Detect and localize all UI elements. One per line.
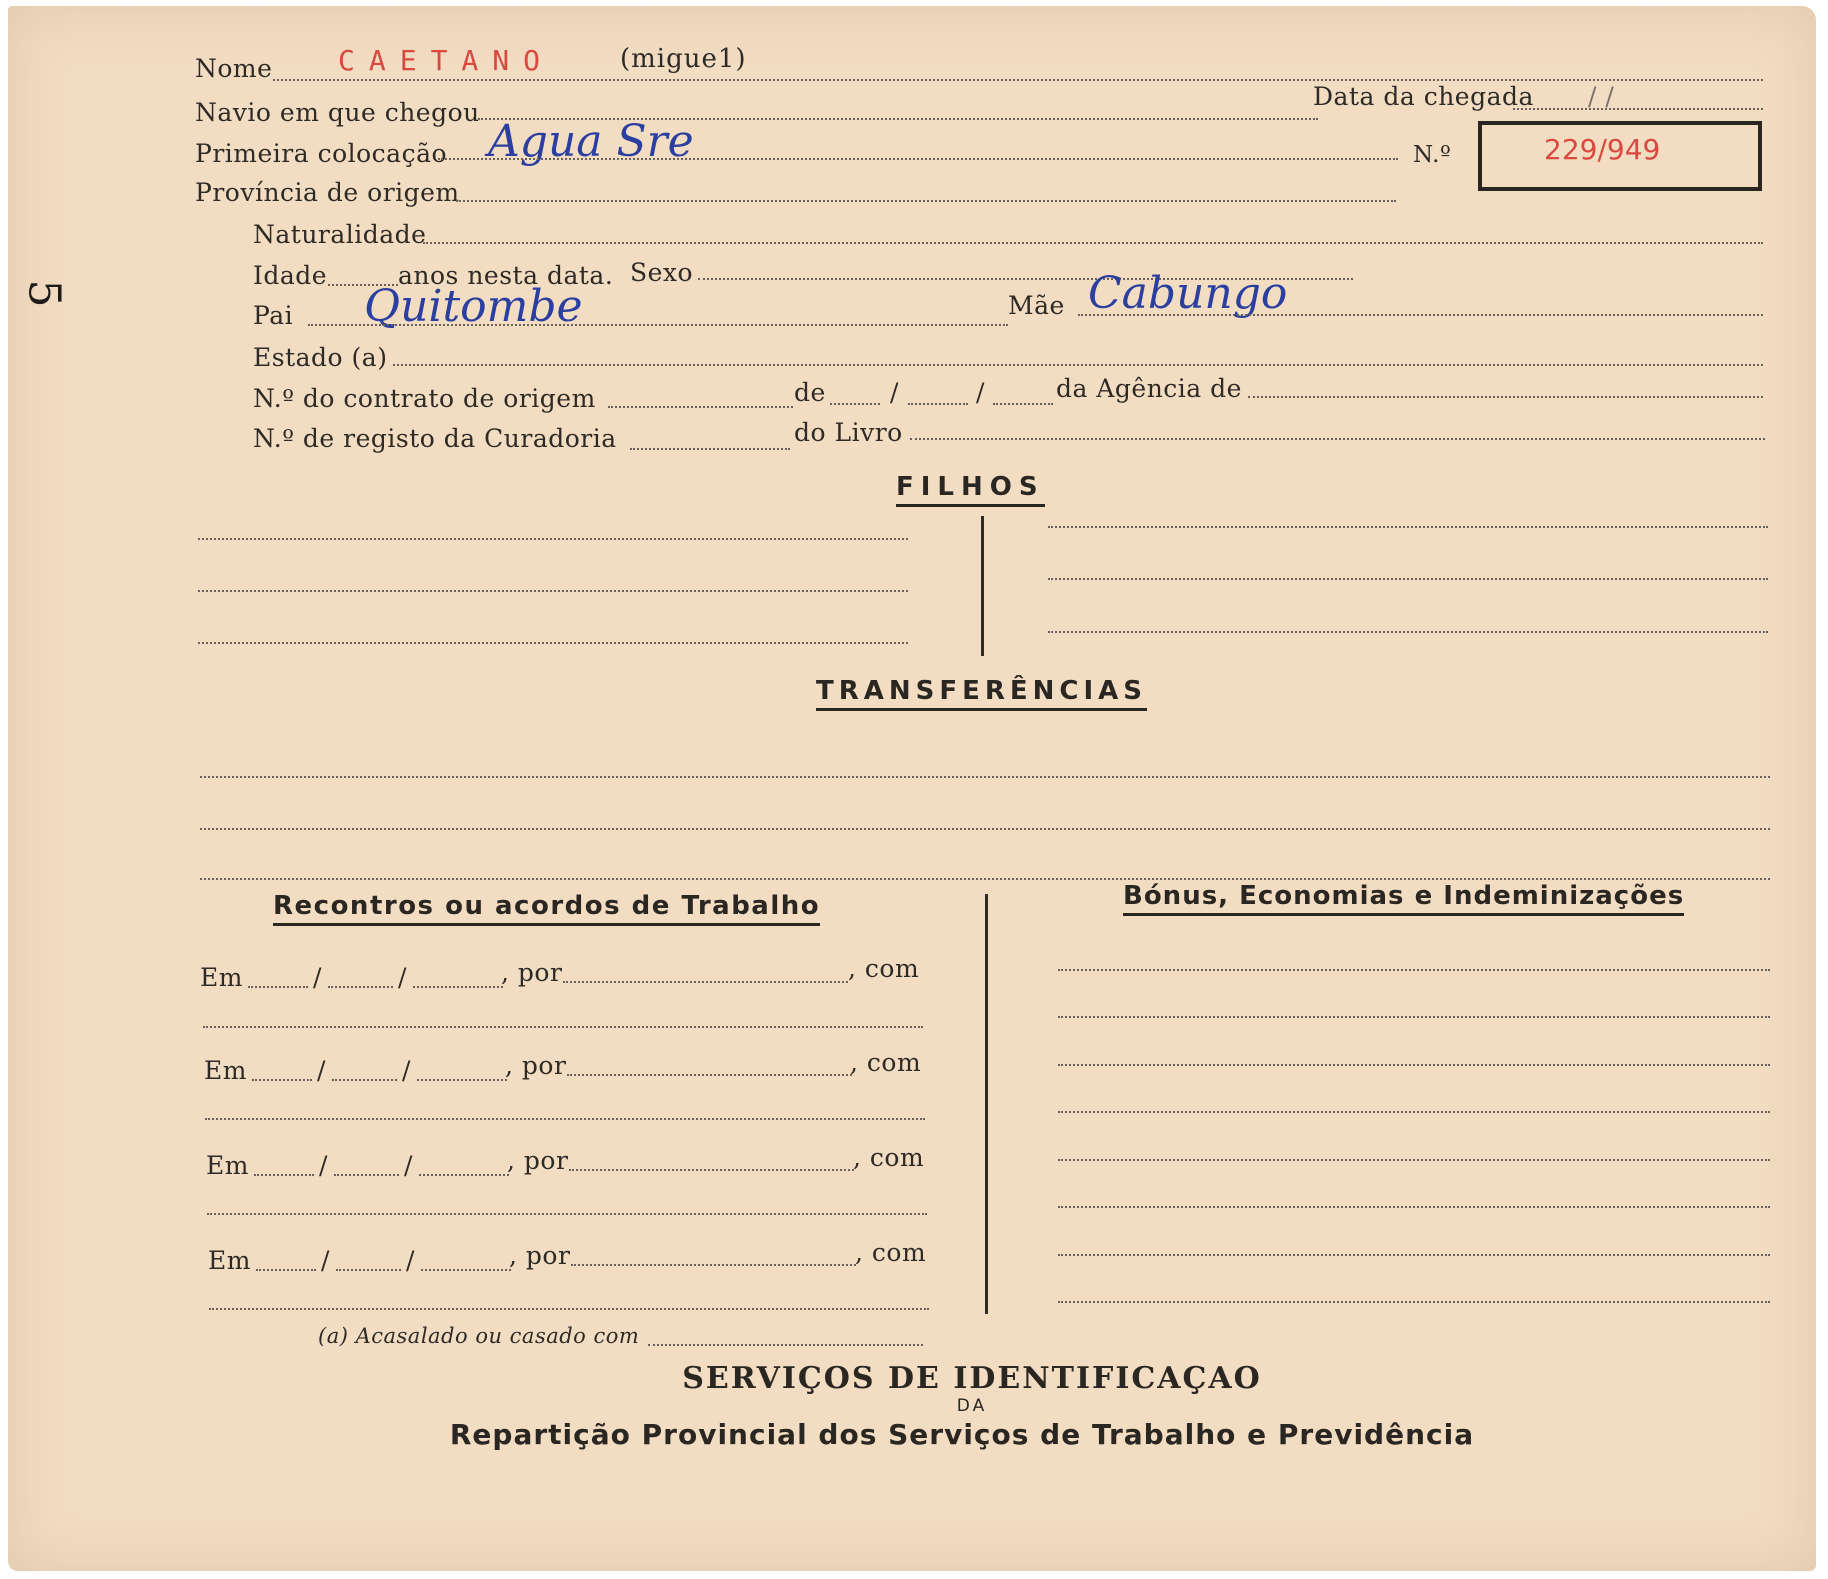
por-line <box>567 1074 852 1076</box>
em-slash-1: / <box>317 1056 326 1085</box>
com-line <box>209 1308 929 1310</box>
por-line <box>563 981 848 983</box>
contrato-label: N.º do contrato de origem <box>253 384 596 413</box>
em-month-line <box>332 1079 397 1081</box>
bonus-line-3 <box>1058 1064 1770 1066</box>
por-label: , por <box>507 1146 569 1175</box>
de-label: de <box>794 378 826 407</box>
em-year-line <box>421 1269 511 1271</box>
em-day-line <box>256 1269 316 1271</box>
em-month-line <box>336 1269 401 1271</box>
em-day-line <box>252 1079 312 1081</box>
pai-value: Quitombe <box>364 281 583 332</box>
naturalidade-label: Naturalidade <box>253 220 427 249</box>
em-label: Em <box>206 1151 249 1180</box>
registo-label: N.º de registo da Curadoria <box>253 424 617 453</box>
em-label: Em <box>208 1246 251 1275</box>
agencia-label: da Agência de <box>1056 374 1242 403</box>
pai-line <box>308 324 1008 326</box>
nome-value: CAETANO <box>338 44 555 77</box>
bonus-line-2 <box>1058 1016 1770 1018</box>
em-slash-2: / <box>406 1246 415 1275</box>
identification-card <box>8 6 1816 1571</box>
por-label: , por <box>505 1051 567 1080</box>
provincia-label: Província de origem <box>195 178 460 207</box>
estado-label: Estado (a) <box>253 343 388 372</box>
numero-box <box>1478 121 1762 191</box>
bonus-line-7 <box>1058 1254 1770 1256</box>
footer-da: DA <box>956 1396 988 1416</box>
transferencias-heading: TRANSFERÊNCIAS <box>816 676 1147 711</box>
em-year-line <box>419 1174 509 1176</box>
bonus-line-5 <box>1058 1159 1770 1161</box>
filhos-left-line-2 <box>198 590 908 592</box>
com-label: , com <box>848 954 920 983</box>
data-chegada-label: Data da chegada <box>1313 82 1534 111</box>
contrato-line <box>608 406 793 408</box>
em-label: Em <box>204 1056 247 1085</box>
filhos-left-line-1 <box>198 538 908 540</box>
por-line <box>569 1169 854 1171</box>
com-line <box>207 1213 927 1215</box>
navio-label: Navio em que chegou <box>195 98 480 127</box>
bonus-line-6 <box>1058 1206 1770 1208</box>
filhos-right-line-3 <box>1048 631 1768 633</box>
em-slash-2: / <box>404 1151 413 1180</box>
filhos-right-line-2 <box>1048 578 1768 580</box>
mae-line <box>1078 314 1763 316</box>
estado-line <box>393 364 1763 366</box>
naturalidade-line <box>423 242 1763 244</box>
anos-label: anos nesta data. <box>398 261 614 290</box>
em-year-line <box>417 1079 507 1081</box>
por-label: , por <box>509 1241 571 1270</box>
filhos-right-line-1 <box>1048 526 1768 528</box>
pai-label: Pai <box>253 301 294 330</box>
em-label: Em <box>200 963 243 992</box>
data-chegada-value: / / <box>1588 82 1615 111</box>
filhos-left-line-3 <box>198 642 908 644</box>
bonus-line-1 <box>1058 969 1770 971</box>
footnote: (a) Acasalado ou casado com <box>318 1324 640 1348</box>
recontros-heading: Recontros ou acordos de Trabalho <box>273 891 820 926</box>
filhos-divider <box>981 516 984 656</box>
transfer-line-1 <box>200 776 1770 778</box>
livro-line <box>910 438 1765 440</box>
contrato-slash-2: / <box>976 378 985 407</box>
com-label: , com <box>850 1048 922 1077</box>
recontros-divider <box>985 894 988 1314</box>
nome-line <box>273 79 1763 81</box>
em-slash-2: / <box>402 1056 411 1085</box>
footnote-line <box>648 1344 923 1346</box>
primeira-value: Agua Sre <box>488 116 694 167</box>
em-month-line <box>328 986 393 988</box>
nome-label: Nome <box>195 54 273 83</box>
em-slash-1: / <box>319 1151 328 1180</box>
primeira-line <box>438 158 1398 160</box>
primeira-label: Primeira colocação <box>195 139 448 168</box>
mae-value: Cabungo <box>1088 268 1288 319</box>
footer <box>8 1361 1816 1451</box>
em-day-line <box>248 986 308 988</box>
bonus-heading: Bónus, Economias e Indeminizações <box>1123 881 1684 916</box>
por-label: , por <box>501 958 563 987</box>
bonus-line-4 <box>1058 1111 1770 1113</box>
provincia-line <box>456 200 1396 202</box>
numero-label: N.º <box>1413 142 1452 168</box>
contrato-year-line <box>993 403 1053 405</box>
livro-label: do Livro <box>794 418 903 447</box>
registo-line <box>630 448 790 450</box>
em-slash-2: / <box>398 963 407 992</box>
com-line <box>203 1026 923 1028</box>
footer-subtitle: Repartição Provincial dos Serviços de Trabalho e Previdência <box>449 1418 1475 1451</box>
agencia-line <box>1248 396 1763 398</box>
filhos-heading: FILHOS <box>896 472 1045 507</box>
em-day-line <box>254 1174 314 1176</box>
numero-value: 229/949 <box>1544 133 1661 166</box>
data-chegada-line <box>1513 108 1763 110</box>
contrato-month-line <box>908 403 968 405</box>
com-label: , com <box>853 1143 925 1172</box>
contrato-slash-1: / <box>890 378 899 407</box>
mae-label: Mãe <box>1008 291 1065 320</box>
margin-mark: 5 <box>18 279 70 308</box>
em-year-line <box>413 986 503 988</box>
transfer-line-3 <box>200 878 1770 880</box>
com-label: , com <box>855 1238 927 1267</box>
sexo-label: Sexo <box>630 258 694 287</box>
em-slash-1: / <box>313 963 322 992</box>
contrato-day-line <box>830 403 880 405</box>
em-month-line <box>334 1174 399 1176</box>
footer-title: SERVIÇOS DE IDENTIFICAÇAO <box>682 1361 1262 1396</box>
bonus-line-8 <box>1058 1301 1770 1303</box>
transfer-line-2 <box>200 828 1770 830</box>
por-line <box>571 1264 856 1266</box>
nome-note: (migue1) <box>620 44 747 74</box>
idade-label: Idade <box>253 261 328 290</box>
com-line <box>205 1118 925 1120</box>
em-slash-1: / <box>321 1246 330 1275</box>
